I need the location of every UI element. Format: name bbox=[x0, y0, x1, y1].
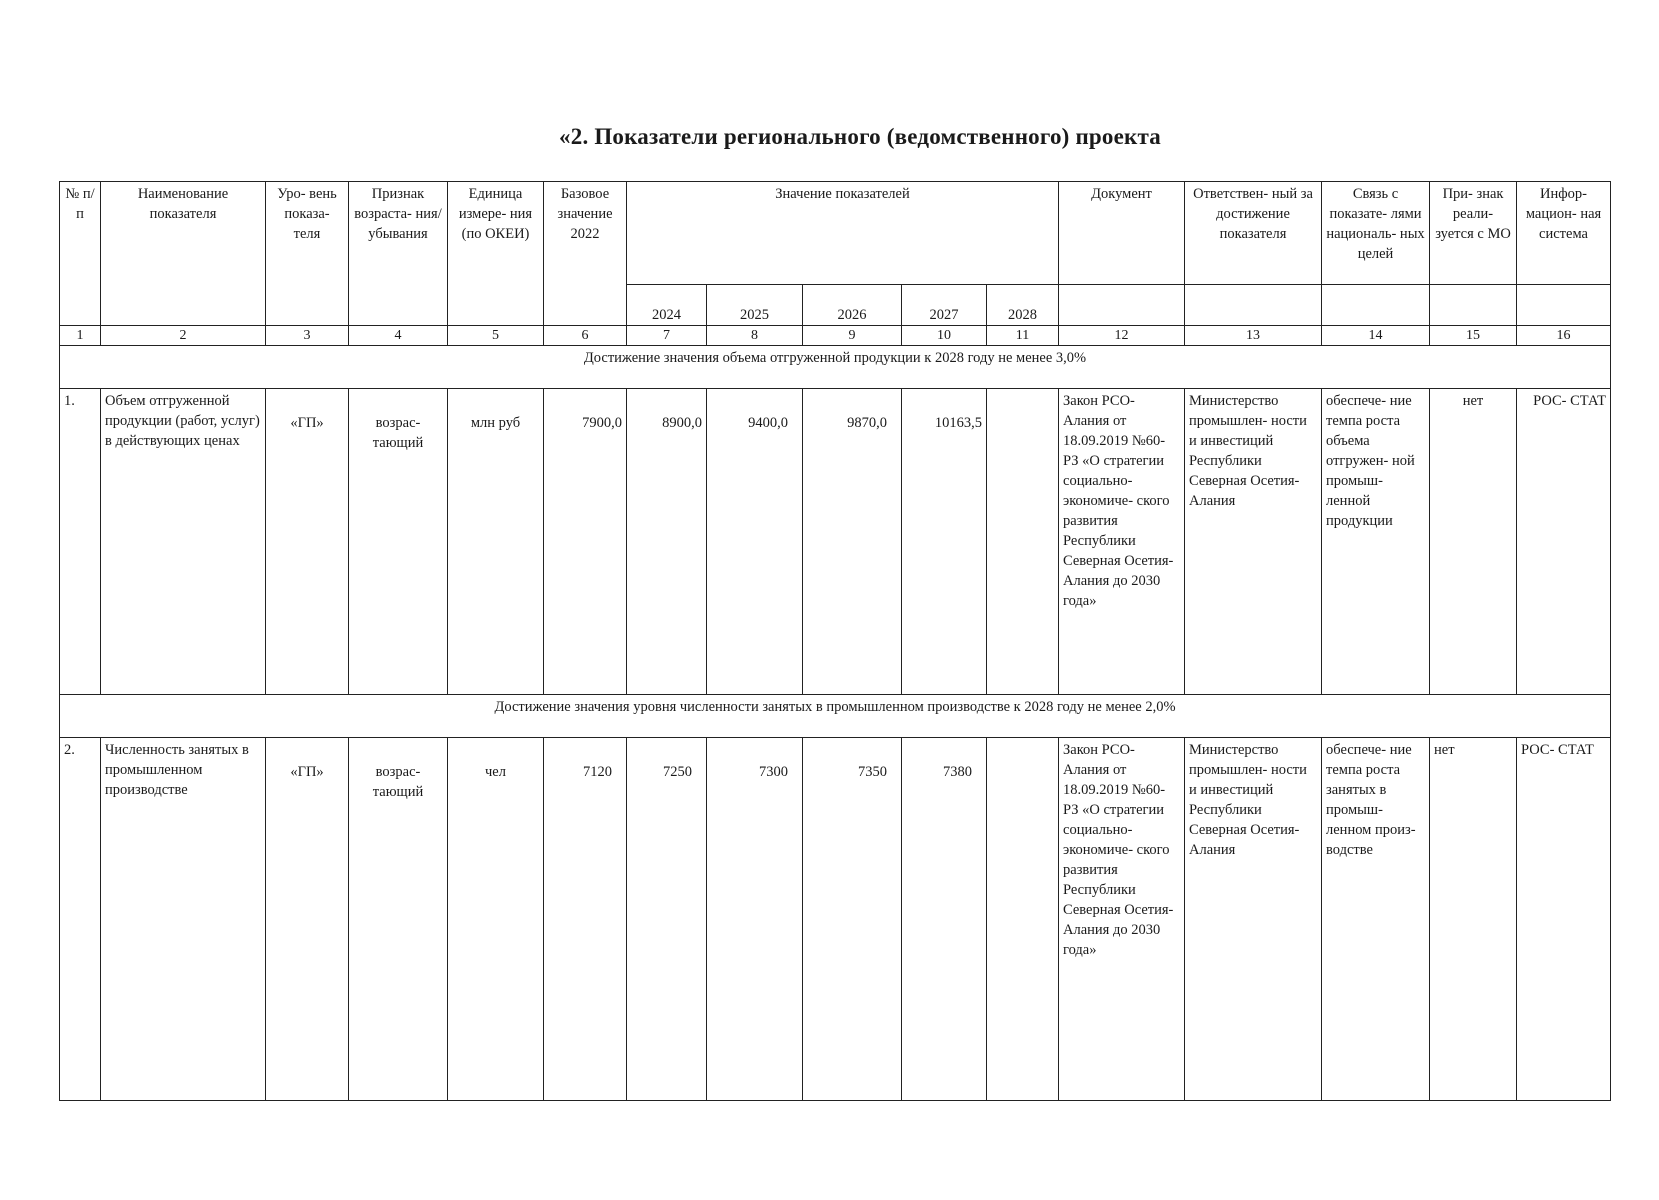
row-trend: возрас- тающий bbox=[349, 389, 448, 695]
header-year: 2028 bbox=[987, 285, 1059, 326]
row-level: «ГП» bbox=[266, 389, 349, 695]
indicators-table bbox=[59, 181, 1611, 1101]
row-num: 2. bbox=[60, 738, 101, 1101]
row-national-goals-link: обеспече- ние темпа роста занятых в промыш- ленном произ- водстве bbox=[1322, 738, 1430, 1101]
row-value-2028 bbox=[987, 389, 1059, 695]
row-value-2026: 7350 bbox=[803, 738, 902, 1101]
row-num: 1. bbox=[60, 389, 101, 695]
section-heading-row bbox=[60, 346, 1611, 389]
row-value-2025: 9400,0 bbox=[707, 389, 803, 695]
row-info-system: РОС- СТАТ bbox=[1517, 738, 1611, 1101]
header-empty-cell bbox=[1430, 285, 1517, 326]
header-national-goals-link: Связь с показате- лями националь- ных целей bbox=[1322, 182, 1430, 285]
row-value-2025: 7300 bbox=[707, 738, 803, 1101]
column-number: 1 bbox=[60, 326, 101, 346]
header-indicator-name: Наименование показателя bbox=[101, 182, 266, 326]
row-national-goals-link: обеспече- ние темпа роста объема отгружен- ной промыш- ленной продукции bbox=[1322, 389, 1430, 695]
column-number: 9 bbox=[803, 326, 902, 346]
row-responsible: Министерство промышлен- ности и инвестиций Республики Северная Осетия-Алания bbox=[1185, 389, 1322, 695]
row-responsible: Министерство промышлен- ности и инвестиций Республики Северная Осетия-Алания bbox=[1185, 738, 1322, 1101]
row-base-value: 7120 bbox=[544, 738, 627, 1101]
table-row bbox=[60, 738, 1611, 1101]
header-empty-cell bbox=[1059, 285, 1185, 326]
header-values-group: Значение показателей bbox=[627, 182, 1059, 285]
column-number: 10 bbox=[902, 326, 987, 346]
row-mo-flag: нет bbox=[1430, 389, 1517, 695]
table-row bbox=[60, 389, 1611, 695]
row-unit: чел bbox=[448, 738, 544, 1101]
row-value-2028 bbox=[987, 738, 1059, 1101]
header-year: 2024 bbox=[627, 285, 707, 326]
header-year: 2027 bbox=[902, 285, 987, 326]
column-number: 13 bbox=[1185, 326, 1322, 346]
row-base-value: 7900,0 bbox=[544, 389, 627, 695]
header-unit: Единица измере- ния (по ОКЕИ) bbox=[448, 182, 544, 326]
column-number: 4 bbox=[349, 326, 448, 346]
row-indicator-name: Численность занятых в промышленном производстве bbox=[101, 738, 266, 1101]
column-number: 3 bbox=[266, 326, 349, 346]
header-document: Документ bbox=[1059, 182, 1185, 285]
header-level: Уро- вень показа- теля bbox=[266, 182, 349, 326]
header-trend: Признак возраста- ния/ убывания bbox=[349, 182, 448, 326]
section-heading-row bbox=[60, 695, 1611, 738]
row-value-2026: 9870,0 bbox=[803, 389, 902, 695]
column-number: 12 bbox=[1059, 326, 1185, 346]
row-value-2027: 7380 bbox=[902, 738, 987, 1101]
row-value-2024: 7250 bbox=[627, 738, 707, 1101]
column-number: 6 bbox=[544, 326, 627, 346]
header-row bbox=[60, 182, 1611, 285]
row-indicator-name: Объем отгруженной продукции (работ, услуг) в действующих ценах bbox=[101, 389, 266, 695]
row-unit: млн руб bbox=[448, 389, 544, 695]
row-document: Закон РСО- Алания от 18.09.2019 №60-РЗ «О стратегии социально- экономиче- ского развития Республики Северная Осетия- Алания до 2030 года» bbox=[1059, 738, 1185, 1101]
column-number: 5 bbox=[448, 326, 544, 346]
row-trend: возрас- тающий bbox=[349, 738, 448, 1101]
header-mo-flag: При- знак реали- зуется с МО bbox=[1430, 182, 1517, 285]
header-base-value: Базовое значение 2022 bbox=[544, 182, 627, 326]
column-number: 16 bbox=[1517, 326, 1611, 346]
header-empty-cell bbox=[1322, 285, 1430, 326]
row-info-system: РОС- СТАТ bbox=[1517, 389, 1611, 695]
column-number: 8 bbox=[707, 326, 803, 346]
column-number: 11 bbox=[987, 326, 1059, 346]
section-heading: Достижение значения уровня численности занятых в промышленном производстве к 2028 году не менее 2,0% bbox=[60, 695, 1611, 738]
section-heading: Достижение значения объема отгруженной продукции к 2028 году не менее 3,0% bbox=[60, 346, 1611, 389]
column-number: 2 bbox=[101, 326, 266, 346]
header-empty-cell bbox=[1517, 285, 1611, 326]
row-level: «ГП» bbox=[266, 738, 349, 1101]
row-mo-flag: нет bbox=[1430, 738, 1517, 1101]
header-num: № п/ п bbox=[60, 182, 101, 326]
row-value-2024: 8900,0 bbox=[627, 389, 707, 695]
row-value-2027: 10163,5 bbox=[902, 389, 987, 695]
header-year: 2026 bbox=[803, 285, 902, 326]
row-document: Закон РСО- Алания от 18.09.2019 №60-РЗ «О стратегии социально- экономиче- ского развития Республики Северная Осетия- Алания до 2030 года» bbox=[1059, 389, 1185, 695]
column-number: 15 bbox=[1430, 326, 1517, 346]
column-number-row bbox=[60, 326, 1611, 346]
column-number: 14 bbox=[1322, 326, 1430, 346]
header-info-system: Инфор- мацион- ная система bbox=[1517, 182, 1611, 285]
header-year: 2025 bbox=[707, 285, 803, 326]
header-empty-cell bbox=[1185, 285, 1322, 326]
header-responsible: Ответствен- ный за достижение показателя bbox=[1185, 182, 1322, 285]
page-title: «2. Показатели регионального (ведомственного) проекта bbox=[559, 124, 1161, 149]
column-number: 7 bbox=[627, 326, 707, 346]
